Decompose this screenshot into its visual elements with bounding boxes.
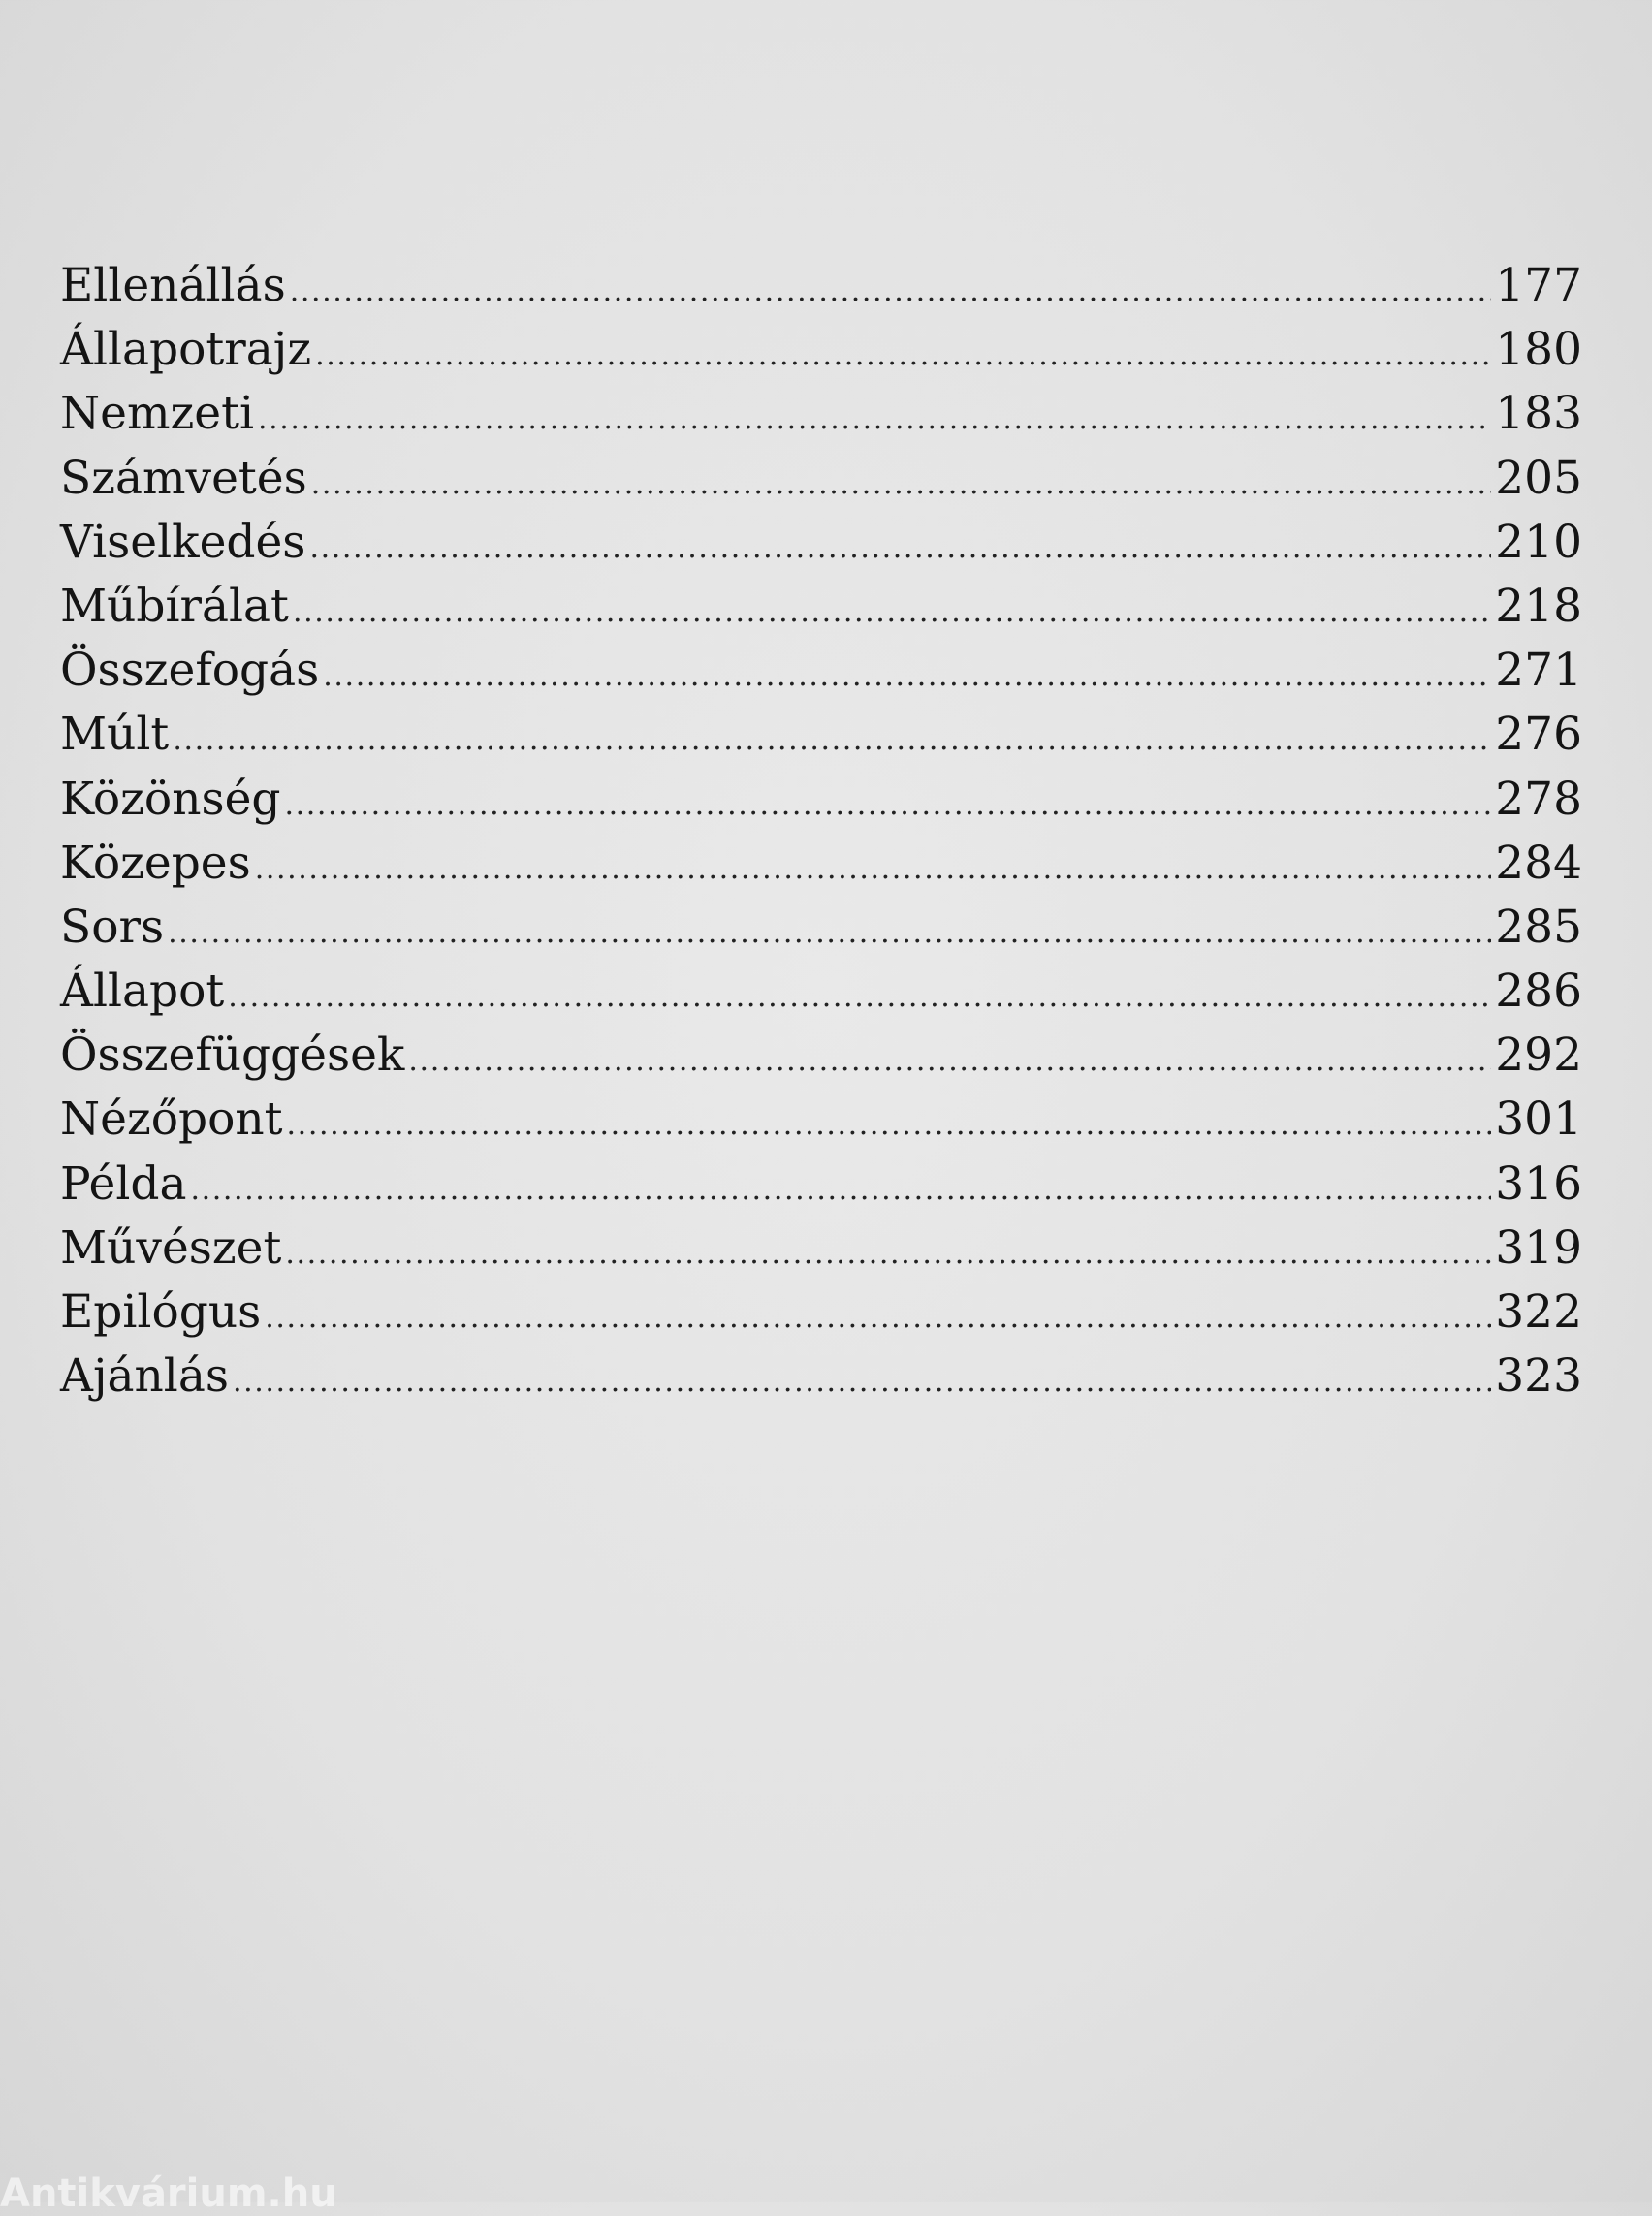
dot-leader	[168, 902, 1491, 966]
toc-entry-page-number: 210	[1495, 515, 1582, 569]
toc-entry-page-number: 205	[1495, 451, 1582, 505]
toc-entry-page-number: 183	[1495, 387, 1582, 441]
toc-entry-title: Közepes	[60, 836, 251, 890]
dot-leader	[285, 774, 1492, 838]
toc-entry	[60, 896, 1582, 960]
toc-entry	[60, 1024, 1582, 1088]
dot-leader	[190, 1158, 1491, 1222]
toc-entry-title: Viselkedés	[60, 515, 306, 569]
toc-entry-title: Példa	[60, 1156, 187, 1211]
toc-entry-page-number: 180	[1495, 323, 1582, 377]
toc-entry-page-number: 284	[1495, 836, 1582, 890]
dot-leader	[233, 1350, 1491, 1414]
toc-entry-title: Közönség	[60, 772, 281, 826]
toc-entry-title: Ellenállás	[60, 259, 286, 312]
table-of-contents	[60, 254, 1582, 1409]
toc-entry-title: Művészet	[60, 1220, 282, 1275]
toc-entry	[60, 382, 1582, 446]
toc-entry-page-number: 301	[1495, 1092, 1582, 1147]
toc-entry-title: Állapotrajz	[60, 323, 312, 377]
toc-entry-page-number: 292	[1495, 1029, 1582, 1083]
dot-leader	[293, 581, 1491, 645]
toc-entry	[60, 639, 1582, 703]
dot-leader	[255, 838, 1492, 902]
dot-leader	[265, 1286, 1491, 1350]
toc-entry	[60, 1345, 1582, 1409]
dot-leader	[311, 453, 1492, 517]
toc-entry	[60, 768, 1582, 832]
toc-entry-page-number: 285	[1495, 900, 1582, 954]
toc-entry	[60, 447, 1582, 511]
toc-entry	[60, 318, 1582, 382]
watermark: Antikvárium.hu	[0, 2171, 337, 2216]
toc-entry-title: Összefüggések	[60, 1029, 405, 1083]
toc-entry-page-number: 316	[1495, 1156, 1582, 1211]
dot-leader	[309, 517, 1491, 581]
toc-entry-title: Múlt	[60, 708, 170, 762]
toc-entry-page-number: 271	[1495, 644, 1582, 698]
dot-leader	[228, 966, 1491, 1029]
toc-entry	[60, 703, 1582, 767]
toc-entry-page-number: 177	[1495, 259, 1582, 312]
toc-entry	[60, 1088, 1582, 1152]
toc-entry-title: Számvetés	[60, 451, 307, 505]
toc-entry-page-number: 218	[1495, 579, 1582, 633]
toc-entry	[60, 511, 1582, 575]
toc-entry	[60, 1217, 1582, 1281]
dot-leader	[258, 388, 1491, 452]
toc-entry-title: Epilógus	[60, 1285, 262, 1339]
toc-entry	[60, 832, 1582, 896]
dot-leader	[173, 709, 1491, 773]
toc-entry-title: Műbírálat	[60, 579, 289, 633]
toc-entry-title: Nézőpont	[60, 1092, 283, 1147]
dot-leader	[408, 1029, 1491, 1093]
toc-entry	[60, 1281, 1582, 1345]
toc-entry	[60, 575, 1582, 639]
toc-entry-title: Nemzeti	[60, 387, 255, 441]
toc-entry-title: Összefogás	[60, 644, 320, 698]
toc-entry-page-number: 323	[1495, 1349, 1582, 1404]
dot-leader	[290, 260, 1492, 324]
dot-leader	[315, 324, 1491, 388]
toc-entry	[60, 1153, 1582, 1217]
toc-entry-title: Ajánlás	[60, 1349, 229, 1404]
toc-entry-title: Sors	[60, 900, 165, 954]
toc-entry	[60, 960, 1582, 1024]
toc-entry-page-number: 278	[1495, 772, 1582, 826]
toc-entry-page-number: 322	[1495, 1285, 1582, 1339]
toc-entry	[60, 254, 1582, 318]
dot-leader	[285, 1222, 1491, 1286]
toc-entry-page-number: 276	[1495, 708, 1582, 762]
toc-entry-page-number: 319	[1495, 1220, 1582, 1275]
dot-leader	[287, 1093, 1492, 1157]
toc-entry-title: Állapot	[60, 965, 225, 1019]
toc-entry-page-number: 286	[1495, 965, 1582, 1019]
dot-leader	[323, 645, 1491, 709]
